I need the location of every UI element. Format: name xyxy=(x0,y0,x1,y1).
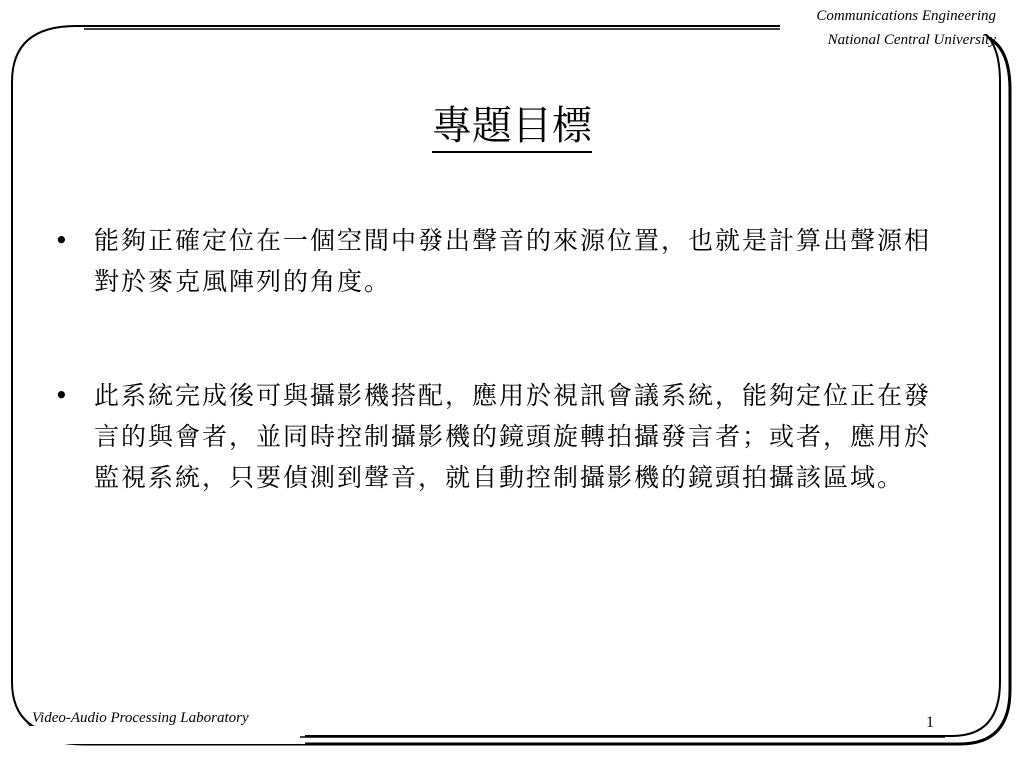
bullet-item-1 xyxy=(54,220,954,310)
bullet-item-2 xyxy=(54,375,954,545)
bullet-marker: • xyxy=(54,226,69,255)
page-number: 1 xyxy=(926,714,934,731)
slide-title-text: 專題目標 xyxy=(432,103,592,153)
slide-title xyxy=(0,98,1024,154)
bullet-text-2: 此系統完成後可與攝影機搭配，應用於視訊會議系統，能夠定位正在發言的與會者，並同時控制攝影機的鏡頭旋轉拍攝發言者；或者，應用於監視系統，只要偵測到聲音，就自動控制攝影機的鏡頭拍攝該區域。 xyxy=(94,381,932,492)
header-department: Communications Engineering xyxy=(816,8,996,24)
bullet-text-1: 能夠正確定位在一個空間中發出聲音的來源位置，也就是計算出聲源相對於麥克風陣列的角度。 xyxy=(94,226,932,296)
bullet-marker: • xyxy=(54,381,69,410)
footer-lab-name: Video-Audio Processing Laboratory xyxy=(32,710,249,726)
header-university: National Central University xyxy=(827,32,996,48)
footer-gap xyxy=(20,726,305,744)
